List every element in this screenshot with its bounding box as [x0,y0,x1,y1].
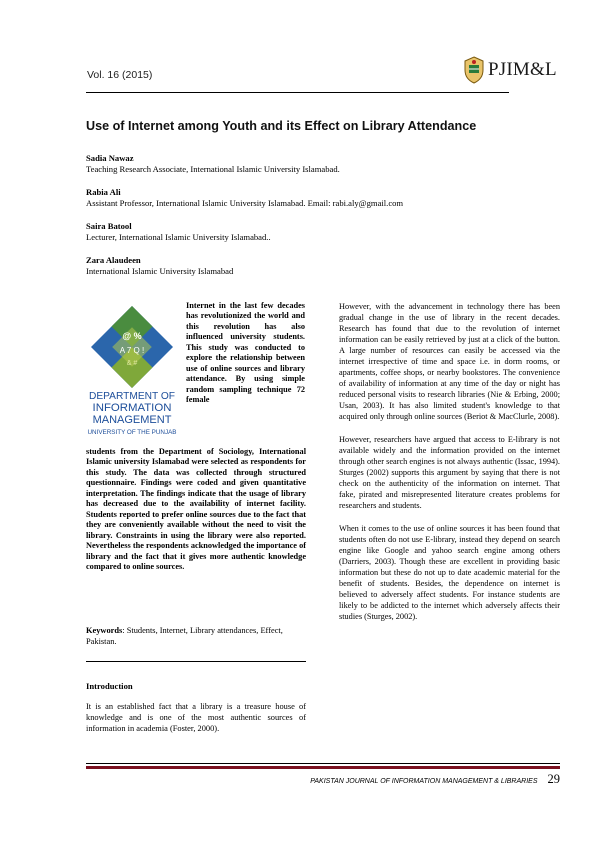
author-affiliation: International Islamic University Islamabad [86,266,234,276]
section-heading: Introduction [86,681,133,691]
logo-line: DEPARTMENT OF [88,391,176,402]
department-logo [86,303,178,438]
author-block [86,255,233,277]
keywords-label: Keywords [86,626,123,635]
footer-accent-rule [86,766,560,769]
footer-rule [86,763,560,764]
svg-text:A 7 Q !: A 7 Q ! [119,346,145,355]
svg-text:& #: & # [126,360,138,367]
author-block [86,221,271,243]
author-name: Zara Alaudeen [86,255,141,265]
body-paragraph: However, researchers have argued that access to E-library is not available widely and the information provided on the internet through other search engines is not always authentic (Issac, 1994). Sturges (2002) supports this argument by saying that there is not check on the authenticity of the information on internet. That fake, pirated and misrepresented literature creates problems for researchers and students. [339,435,560,510]
logo-line: UNIVERSITY OF THE PUNJAB [87,429,177,436]
author-affiliation: Teaching Research Associate, International Islamic University Islamabad. [86,164,340,174]
logo-line: MANAGEMENT [92,414,172,426]
author-block [86,187,403,209]
section-divider [86,661,306,662]
author-affiliation: Assistant Professor, International Islamic University Islamabad. Email: rabi.aly@gmail.com [86,198,404,208]
right-column [339,301,560,634]
author-name: Saira Batool [86,221,132,231]
journal-short-name: PJIM&L [488,59,557,80]
abstract-part-2: students from the Department of Sociology, International Islamic university Islamabad were selected as respondents for this study. The data was collected through structured questionnaire. Findings were coded and given quantitative interpretation. The findings indicate that the usage of library has decreased due to the availability of internet facility. Students reported to prefer online sources due to the fact that they are conveniently available without the need to visit the library. Constraints in using the library were also reported. Nevertheless the respondents acknowledged the importance of library and the fact that it gives more authentic knowledge compared to online sources. [86,447,306,571]
author-block [86,153,340,175]
body-paragraph: When it comes to the use of online sources it has been found that students often do not use E-library, instead they depend on search engine like Google and yahoo search engine among others (Darriers, 2003). Though these are excellent in providing basic information but these do not up to date academic material for the benefit of students. Besides, the dependence on internet is believed to adversely affect students. For instance students are likely to be addicted to the internet which adversely affects their studies (Sturges, 2002). [339,524,560,621]
author-name: Sadia Nawaz [86,153,134,163]
university-crest-icon [463,56,485,84]
keywords [86,625,306,647]
svg-text:@ %: @ % [122,331,142,341]
page-footer [307,770,560,788]
intro-paragraph: It is an established fact that a library is a treasure house of knowledge and is one of the most authentic sources of information in academia (Foster, 2000). [86,702,306,733]
header-rule [86,92,509,93]
logo-line: INFORMATION [92,402,172,414]
author-affiliation: Lecturer, International Islamic University Islamabad.. [86,232,271,242]
author-name: Rabia Ali [86,187,121,197]
journal-header-logo [463,56,557,84]
abstract-part-1: Internet in the last few decades has revolutionized the world and this revolution has also influenced university students. This study was conducted to explore the relationship between use of online sources and library attendance. By using simple random sampling technique 72 female [186,301,305,405]
keywords-text: : Students, Internet, Library attendances, Effect, Pakistan. [86,626,283,646]
journal-full-name: PAKISTAN JOURNAL OF INFORMATION MANAGEMENT & LIBRARIES [310,778,538,785]
body-paragraph: However, with the advancement in technology there has been gradual change in the use of library in the recent decades. Research has found that due to the revolution of internet information can be easily retrieved by just at a click of the button. A large number of resources can easily be accessed via the internet irrespective of time and space i.e. in dorm rooms, or apartments, coffee shops, or nearby bookstores. The convenience of availability of information at any time of the day or night has reduced personal visits to research libraries (Nie & Erbing, 2000; Usan, 2003). It has also limited student's knowledge to that acquired only through online sources (Beriot & MacClurle, 2008). [339,302,560,421]
department-logo-graphic [86,303,178,438]
paper-title: Use of Internet among Youth and its Effect on Library Attendance [86,119,477,133]
volume-label: Vol. 16 (2015) [87,69,153,81]
page-number: 29 [547,772,560,786]
